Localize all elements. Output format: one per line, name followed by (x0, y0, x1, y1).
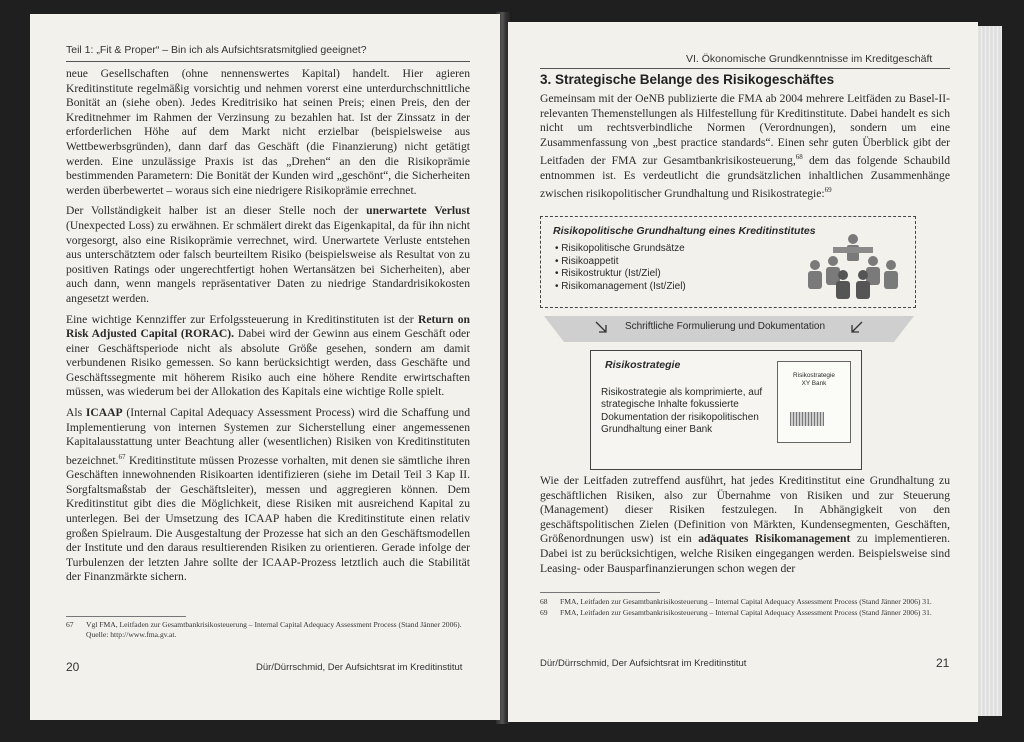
strategy-document-icon (777, 361, 851, 443)
footnote-rule (540, 592, 660, 593)
bold-term: ICAAP (85, 406, 123, 420)
page-number: 20 (66, 660, 80, 674)
barcode-graphic (790, 412, 824, 426)
right-body-intro (540, 92, 950, 208)
running-header-right: VI. Ökonomische Grundkenntnisse im Kreditgeschäft (686, 53, 933, 65)
section-title: 3. Strategische Belange des Risikogeschäftes (540, 72, 835, 87)
list-item: • Risikostruktur (Ist/Ziel) (555, 268, 686, 281)
page-stack-edge (976, 26, 1002, 716)
footnotes-right (540, 597, 950, 619)
panel-title: Risikopolitische Grundhaltung eines Kreditinstitutes (553, 225, 816, 237)
header-rule (66, 61, 470, 62)
left-body-text (66, 67, 470, 591)
attitude-list (555, 243, 686, 293)
paragraph: neue Gesellschaften (ohne nennenswertes Kapital) handelt. Hier agieren Kreditinstitute regelmäßig vorsichtig und nehmen vorerst eine unterdurchschnittliche Bonität an (siehe oben). Jedes Kreditrisiko hat seinen Preis; einen Preis, den der Kreditnehmer im Rahmen der Verzinsung zu bezahlen hat. Ist der Zinssatz in der erforderlichen Höhe auf dem Markt nicht erzielbar (beispielsweise aus Wettbewerbsgründen), dann darf das Geschäft (die Finanzierung) nicht getätigt werden. Eine unzulässige Praxis ist das „Drehen“ an den die Risikoprämie bestimmenden Parametern: Die Bonität der Kunden wird „geschönt“, die Sicherheiten werden überbewertet – woraus sich eine niedrigere Risikoprämie errechnet. (66, 67, 470, 197)
meeting-people-icon (803, 231, 903, 299)
paragraph: Eine wichtige Kennziffer zur Erfolgssteuerung in Kreditinstituten ist der Return on Risk Adjusted Capital (RORAC). Dabei wird der Gewinn aus einem Geschäft oder einer Geschäftsperiode nicht als absolute Größe gesehen, sondern am damit verbundenen Risiko gemessen. So kann berücksichtigt werden, dass Geschäfte und Geschäftssegmente mit höherem Risiko auch eine höhere Rendite erwirtschaften müssen, was wiederum bei der Allokation des Kapitals eine wichtige Rolle spielt. (66, 312, 470, 399)
bold-term: adäquates Risikomanagement (698, 532, 851, 546)
footnotes-left (66, 620, 470, 641)
list-item: • Risikopolitische Grundsätze (555, 243, 686, 256)
risk-strategy-box (590, 350, 862, 470)
footer-text: Dür/Dürrschmid, Der Aufsichtsrat im Kreditinstitut (540, 658, 747, 669)
paragraph: Der Vollständigkeit halber ist an dieser Stelle noch der unerwartete Verlust (Unexpected Loss) zu erwähnen. Er schmälert direkt das Eigenkapital, da für ihn nicht vorgesorgt, also eine Risikoprämie verrechnet, wird. Unerwartete Verluste entstehen aus unterschätztem oder falsch beurteiltem Risiko (beispielsweise als Resultat von zu positiven Ratings oder ungerechtfertigt hohen Wertansätzen bei Sicherheiten), aber auch dann, wenn mangels repräsentativer Daten zu niedrige Standardrisikokosten angesetzt werden. (66, 204, 470, 305)
footnote-ref[interactable]: 67 (118, 452, 126, 461)
footnote-rule (66, 616, 186, 617)
risk-attitude-panel (540, 216, 916, 308)
footnote: 67 Vgl FMA, Leitfaden zur Gesamtbankrisikosteuerung – Internal Capital Adequacy Assessment Process (Stand Jänner 2006). Quelle: http://www.fma.gv.at. (66, 620, 462, 639)
band-label: Schriftliche Formulierung und Dokumentation (624, 321, 826, 332)
box-description: Risikostrategie als komprimierte, auf strategische Inhalte fokussierte Dokumentation der risikopolitischen Grundhaltung einer Bank (601, 387, 763, 435)
bold-term: Return on Risk Adjusted Capital (RORAC). (66, 312, 470, 341)
page-number: 21 (936, 656, 950, 670)
right-page (508, 22, 978, 722)
bold-term: unerwartete Verlust (366, 204, 470, 218)
box-title: Risikostrategie (605, 359, 681, 371)
list-item: • Risikomanagement (Ist/Ziel) (555, 281, 686, 294)
right-body-text (540, 474, 950, 582)
footnote: 68 FMA, Leitfaden zur Gesamtbankrisikosteuerung – Internal Capital Adequacy Assessment Process (Stand Jänner 2006) 31. (540, 597, 932, 606)
left-page (30, 14, 500, 720)
document-title: Risikostrategie XY Bank (793, 372, 835, 387)
footnote: 69 FMA, Leitfaden zur Gesamtbankrisikosteuerung – Internal Capital Adequacy Assessment Process (Stand Jänner 2006) 31. (540, 608, 932, 617)
header-rule (540, 68, 950, 69)
footnote-ref[interactable]: 68 (795, 153, 803, 162)
footnote-ref[interactable]: 69 (824, 186, 832, 195)
paragraph: Wie der Leitfaden zutreffend ausführt, hat jedes Kreditinstitut eine Grundhaltung zu geschäftlichen Risiken, also zur Übernahme von Risiken und zur Steuerung (Management) dieser Risiken festzulegen. In Abhängigkeit von den geschäftspolitischen Zielen (Definition von Märkten, Kundensegmenten, Geschäften, Größenordnungen usw) ist ein adäquates Risikomanagement zu implementieren. Dabei ist zu berücksichtigen, welche Risiken eingegangen werden. Beispielsweise sind Leasing- oder Bausparfinanzierungen schon wegen der (540, 474, 950, 575)
list-item: • Risikoappetit (555, 256, 686, 269)
paragraph: Gemeinsam mit der OeNB publizierte die FMA ab 2004 mehrere Leitfäden zu Basel-II-relevanten Themenstellungen als Hilfestellung für Kreditinstitute. Dabei handelt es sich nicht um rechtsverbindliche Normen (Verordnungen), sondern um eine Zusammenfassung von „best practice standards“. Einen sehr guten Überblick gibt der Leitfaden der FMA zur Gesamtbankrisikosteuerung,$^{68}$ dem das folgende Schaubild entnommen ist. Es verdeutlicht die grundsätzlichen inhaltlichen Zusammenhänge zwischen risikopolitischer Grundhaltung und Risikostrategie:$^{69}$ (540, 92, 950, 201)
running-header-left: Teil 1: „Fit & Proper“ – Bin ich als Aufsichtsratsmitglied geeignet? (66, 44, 367, 56)
paragraph: Als ICAAP (Internal Capital Adequacy Assessment Process) wird die Schaffung und Implementierung von internen Systemen zur Sicherstellung einer angemessenen Kapitalausstattung unter Beachtung aller (wesentlichen) Risiken von Kreditinstituten bezeichnet.$^{67}$ Kreditinstitute müssen Prozesse vorhalten, mit denen sie sämtliche ihren Geschäften innewohnenden Risikoarten identifizieren (siehe im Detail Teil 3 Kap II. Sorgfaltsmaßstab der Geschäftsleiter), messen und aggregieren können. Dem Kreditinstitut gibt dies die Möglichkeit, diese Risiken mit ausreichend Kapital zu unterlegen. Bei der Umsetzung des ICAAP haben die Kreditinstitute einen relativ großen Spielraum. Die Ausgestaltung der Prozesse hat sich an den Geschäftsmodellen der Institute und den daraus resultierenden Risiken zu orientieren. Gerade infolge der Turbulenzen der letzten Jahre sollte der ICAAP-Prozess letztlich auch die Stabilität der Finanzmärkte sichern. (66, 406, 470, 584)
risk-strategy-diagram (540, 216, 918, 474)
footer-text: Dür/Dürrschmid, Der Aufsichtsrat im Kreditinstitut (256, 662, 463, 673)
